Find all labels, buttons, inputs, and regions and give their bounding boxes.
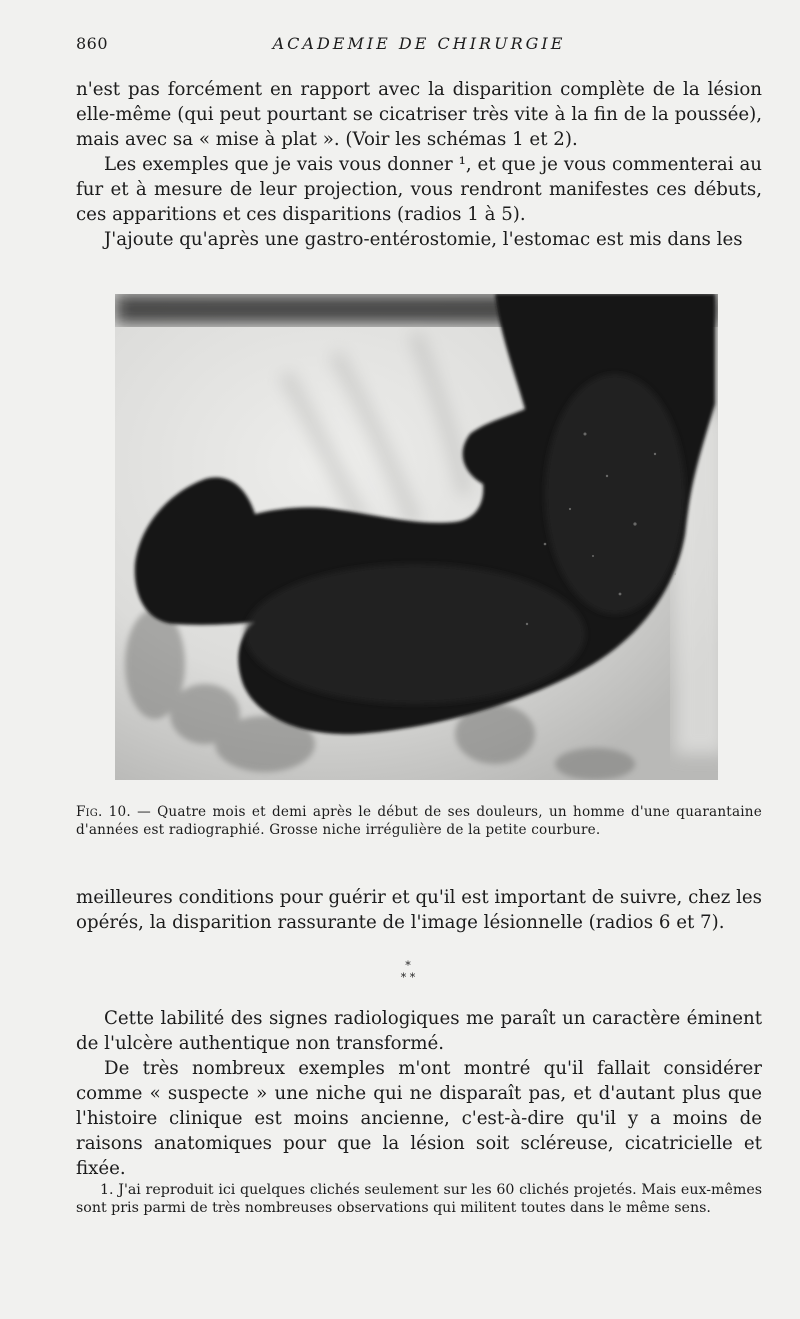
body-text-top [76, 77, 762, 252]
radiograph-image [115, 294, 718, 780]
figure-caption [76, 803, 762, 839]
page-header [76, 34, 762, 56]
section-asterism [388, 960, 428, 990]
footnote [76, 1181, 762, 1217]
asterism-bottom: * * [400, 971, 416, 984]
paragraph: meilleures conditions pour guérir et qu'il est important de suivre, chez les opérés, la disparition rassurante de l'image lésionnelle (radios 6 et 7). [76, 887, 763, 933]
paragraph: n'est pas forcément en rapport avec la disparition complète de la lésion elle-même (qui peut pourtant se cicatriser très vite à la fin de la poussée), mais avec sa « mise à plat ». (Voir les schémas 1 et 2). [76, 79, 762, 150]
paragraph: J'ajoute qu'après une gastro-entérostomie, l'estomac est mis dans les [104, 229, 743, 250]
figure-caption-text: — Quatre mois et demi après le début de ses douleurs, un homme d'une quarantaine d'années est radiographié. Grosse niche irrégulière de la petite courbure. [76, 804, 763, 838]
paragraph: Cette labilité des signes radiologiques me paraît un caractère éminent de l'ulcère authentique non transformé. [76, 1008, 762, 1054]
figure-label: Fig. 10. [76, 804, 131, 820]
body-text-bottom [76, 1006, 762, 1181]
footnote-text: 1. J'ai reproduit ici quelques clichés seulement sur les 60 clichés projetés. Mais eux-mêmes sont pris parmi de très nombreuses observations qui militent toutes dans le même sens. [76, 1182, 762, 1216]
page-number: 860 [76, 34, 109, 53]
running-title: ACADEMIE DE CHIRURGIE [272, 34, 566, 53]
body-text-middle [76, 885, 762, 935]
paragraph: Les exemples que je vais vous donner ¹, et que je vous commenterai au fur et à mesure de leur projection, vous rendront manifestes ces débuts, ces apparitions et ces disparitions (radios 1 à 5). [76, 154, 762, 225]
paragraph: De très nombreux exemples m'ont montré qu'il fallait considérer comme « suspecte » une niche qui ne disparaît pas, et d'autant plus que l'histoire clinique est moins ancienne, c'est-à-dire qu'il y a moins de raisons anatomiques pour que la lésion soit scléreuse, cicatricielle et fixée. [76, 1058, 762, 1179]
asterism-top: * [405, 959, 411, 972]
radiograph-figure [115, 294, 718, 780]
